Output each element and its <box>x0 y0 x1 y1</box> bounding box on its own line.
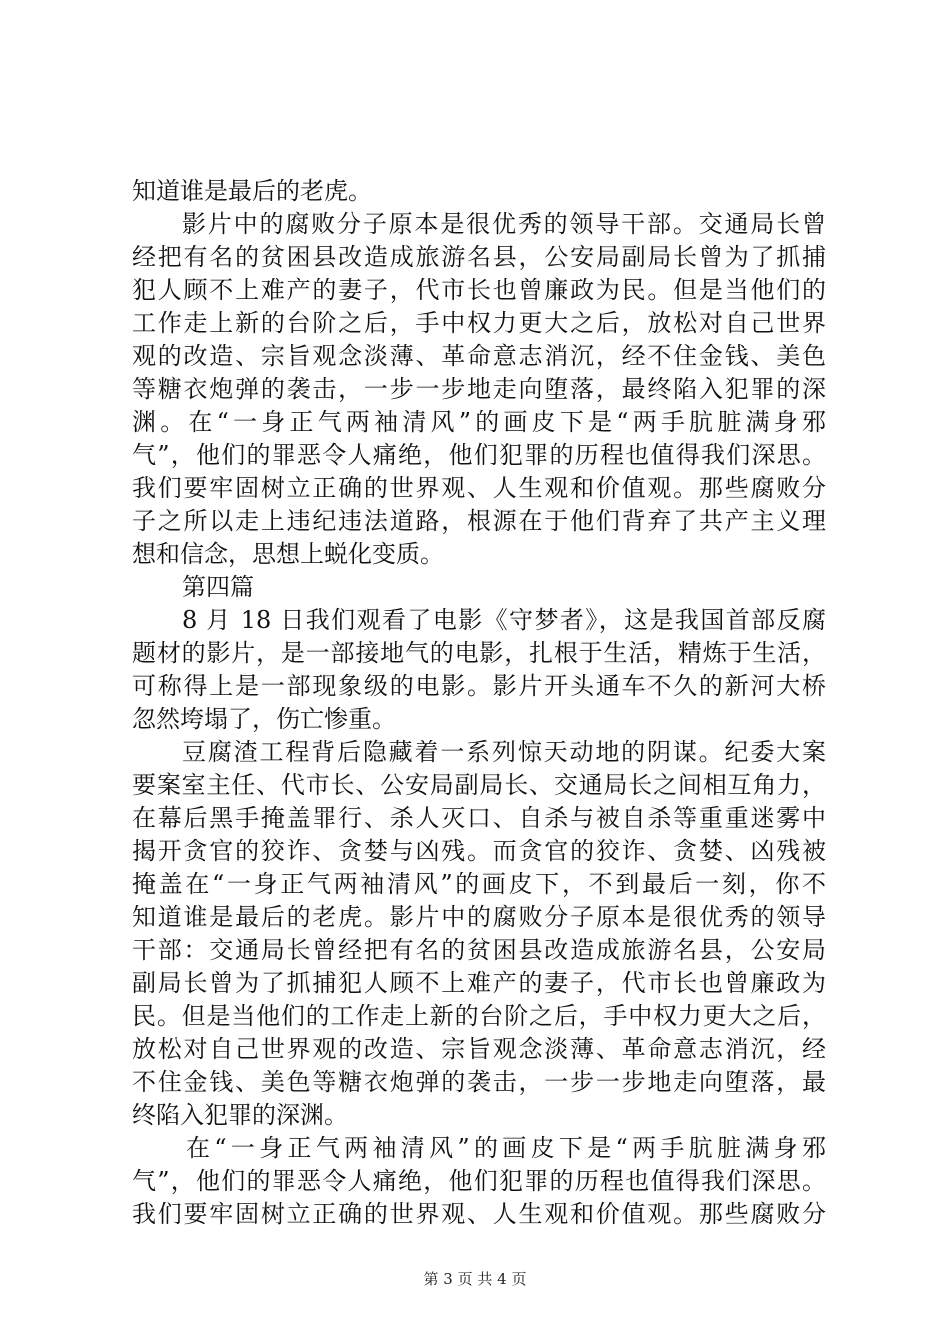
text-line: 经把有名的贫困县改造成旅游名县，公安局副局长曾为了抓捕 <box>132 243 826 271</box>
text-line: 可称得上是一部现象级的电影。影片开头通车不久的新河大桥 <box>132 672 826 700</box>
text-line: 8 月 18 日我们观看了电影《守梦者》，这是我国首部反腐 <box>182 606 826 634</box>
text-line: 影片中的腐败分子原本是很优秀的领导干部。交通局长曾 <box>182 210 826 238</box>
text-line: 终陷入犯罪的深渊。 <box>132 1101 348 1129</box>
text-line: 豆腐渣工程背后隐藏着一系列惊天动地的阴谋。纪委大案 <box>182 738 826 766</box>
text-line: 我们要牢固树立正确的世界观、人生观和价值观。那些腐败分 <box>132 1200 826 1228</box>
text-line: 观的改造、宗旨观念淡薄、革命意志消沉，经不住金钱、美色 <box>132 342 826 370</box>
text-line: 气”，他们的罪恶令人痛绝，他们犯罪的历程也值得我们深思。 <box>132 1167 826 1195</box>
text-line: 工作走上新的台阶之后，手中权力更大之后，放松对自己世界 <box>132 309 826 337</box>
text-line: 要案室主任、代市长、公安局副局长、交通局长之间相互角力， <box>132 771 826 799</box>
text-line: 不住金钱、美色等糖衣炮弹的袭击，一步一步地走向堕落，最 <box>132 1068 826 1096</box>
section-heading: 第四篇 <box>182 573 254 601</box>
text-line: 民。但是当他们的工作走上新的台阶之后，手中权力更大之后， <box>132 1002 826 1030</box>
text-line: 揭开贪官的狡诈、贪婪与凶残。而贪官的狡诈、贪婪、凶残被 <box>132 837 826 865</box>
page-number-footer: 第 3 页 共 4 页 <box>423 1270 527 1288</box>
text-line: 气”，他们的罪恶令人痛绝，他们犯罪的历程也值得我们深思。 <box>132 441 826 469</box>
text-line: 想和信念，思想上蜕化变质。 <box>132 540 444 568</box>
text-line: 犯人顾不上难产的妻子，代市长也曾廉政为民。但是当他们的 <box>132 276 826 304</box>
text-line: 渊。在“一身正气两袖清风”的画皮下是“两手肮脏满身邪 <box>132 408 826 436</box>
text-line: 子之所以走上违纪违法道路，根源在于他们背弃了共产主义理 <box>132 507 826 535</box>
text-line: 在“一身正气两袖清风”的画皮下是“两手肮脏满身邪 <box>186 1134 826 1162</box>
text-line: 等糖衣炮弹的袭击，一步一步地走向堕落，最终陷入犯罪的深 <box>132 375 826 403</box>
text-line: 忽然垮塌了，伤亡惨重。 <box>132 705 396 733</box>
text-line: 副局长曾为了抓捕犯人顾不上难产的妻子，代市长也曾廉政为 <box>132 969 826 997</box>
text-line: 放松对自己世界观的改造、宗旨观念淡薄、革命意志消沉，经 <box>132 1035 826 1063</box>
text-line: 知道谁是最后的老虎。 <box>132 177 372 205</box>
text-line: 干部：交通局长曾经把有名的贫困县改造成旅游名县，公安局 <box>132 936 826 964</box>
text-line: 掩盖在“一身正气两袖清风”的画皮下，不到最后一刻，你不 <box>132 870 826 898</box>
text-line: 题材的影片，是一部接地气的电影，扎根于生活，精炼于生活， <box>132 639 826 667</box>
text-line: 我们要牢固树立正确的世界观、人生观和价值观。那些腐败分 <box>132 474 826 502</box>
text-line: 在幕后黑手掩盖罪行、杀人灭口、自杀与被自杀等重重迷雾中 <box>132 804 826 832</box>
text-line: 知道谁是最后的老虎。影片中的腐败分子原本是很优秀的领导 <box>132 903 826 931</box>
